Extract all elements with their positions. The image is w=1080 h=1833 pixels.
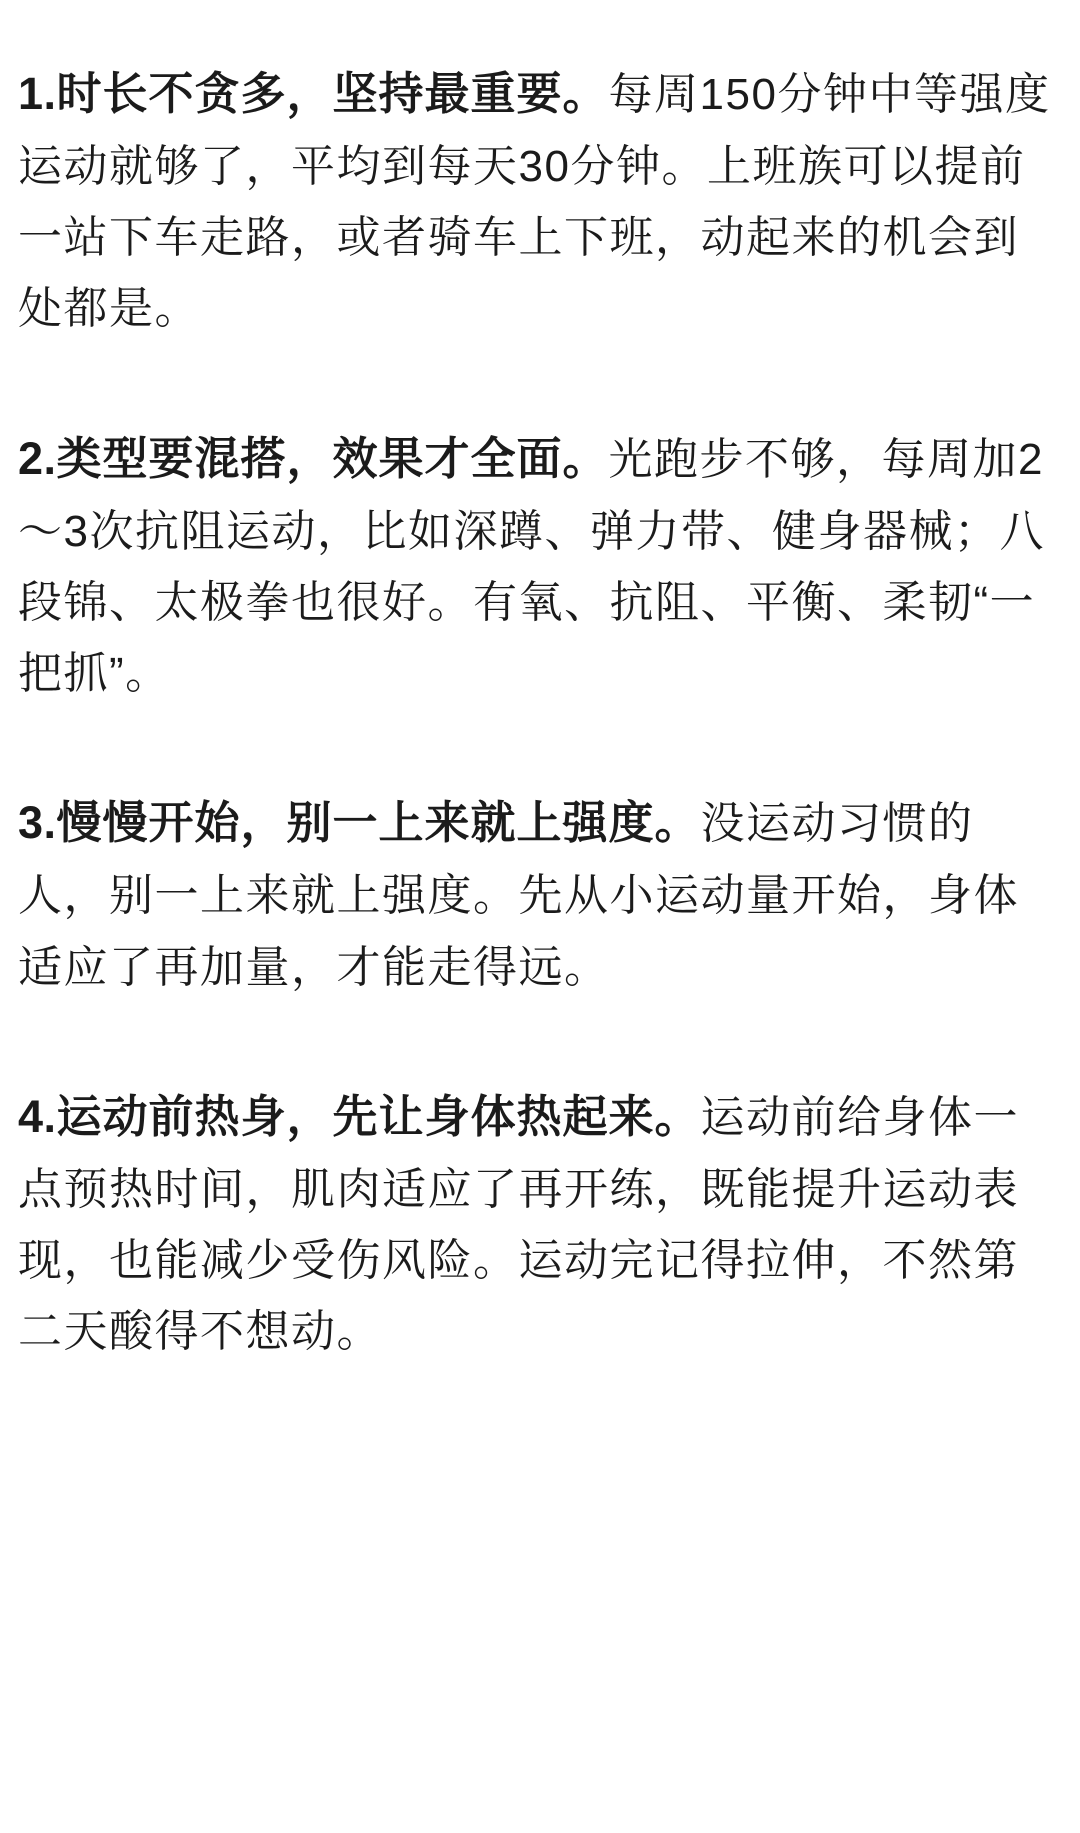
paragraph	[18, 787, 1062, 1002]
item-number: 4.	[18, 1090, 57, 1142]
item-body: 运动前给身体一点预热时间，肌肉适应了再开练，既能提升运动表现，也能减少受伤风险。运动完记得拉伸，不然第二天酸得不想动。	[18, 1092, 1020, 1357]
item-heading: 运动前热身，先让身体热起来。	[56, 1090, 701, 1142]
paragraph	[18, 423, 1062, 710]
list-item	[18, 58, 1062, 345]
item-number: 2.	[18, 432, 57, 484]
item-body: 没运动习惯的人，别一上来就上强度。先从小运动量开始，身体适应了再加量，才能走得远。	[18, 799, 1019, 992]
item-body: 每周150分钟中等强度运动就够了，平均到每天30分钟。上班族可以提前一站下车走路，或者骑车上下班，动起来的机会到处都是。	[18, 70, 1051, 334]
list-item	[18, 1081, 1062, 1368]
item-heading: 时长不贪多，坚持最重要。	[56, 68, 609, 119]
item-heading: 类型要混搭，效果才全面。	[56, 432, 609, 484]
item-number: 1.	[18, 68, 57, 119]
list-item	[18, 423, 1062, 710]
item-heading: 慢慢开始，别一上来就上强度。	[56, 797, 701, 849]
paragraph	[18, 1081, 1062, 1368]
paragraph	[18, 58, 1062, 345]
item-number: 3.	[18, 797, 57, 849]
item-body: 光跑步不够，每周加2～3次抗阻运动，比如深蹲、弹力带、健身器械；八段锦、太极拳也很好。有氧、抗阻、平衡、柔韧“一把抓”。	[18, 434, 1045, 699]
list-item	[18, 787, 1062, 1002]
